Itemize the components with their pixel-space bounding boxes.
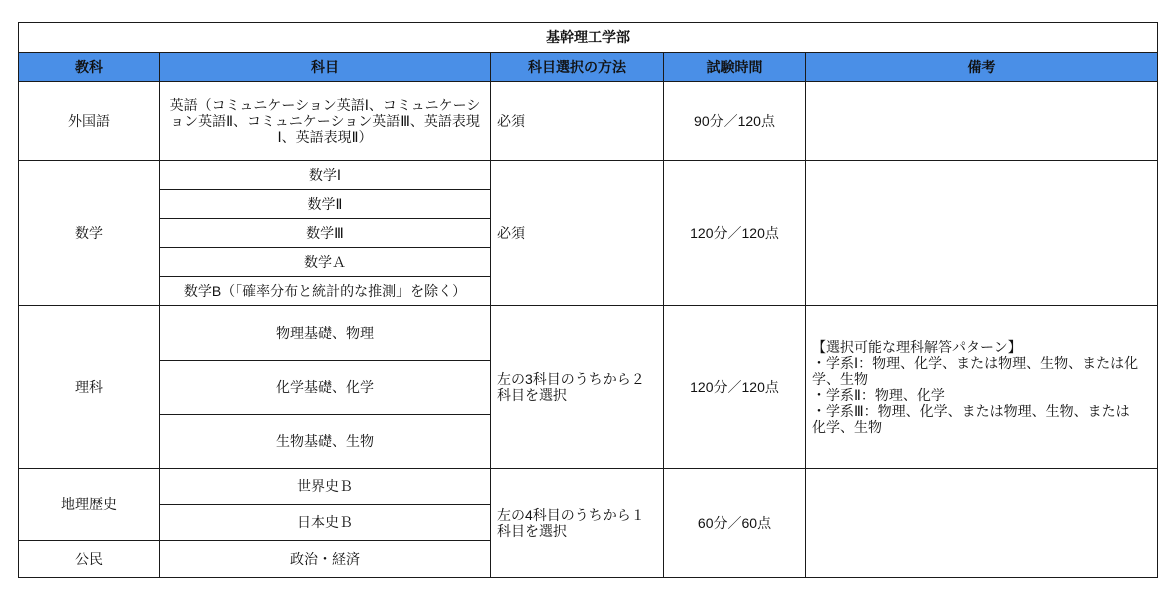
subject-politics-economics: 政治・経済 bbox=[160, 541, 490, 577]
subject-japanese-history: 日本史Ｂ bbox=[160, 505, 490, 540]
area-foreign-language: 外国語 bbox=[19, 82, 159, 160]
notes-foreign-language bbox=[806, 82, 1157, 160]
subject-chemistry: 化学基礎、化学 bbox=[160, 361, 490, 414]
time-science: 120分／120点 bbox=[664, 306, 805, 468]
area-civics: 公民 bbox=[19, 541, 159, 577]
header-subject-area: 教科 bbox=[19, 53, 159, 81]
area-science: 理科 bbox=[19, 306, 159, 468]
subject-math-2: 数学Ⅱ bbox=[160, 190, 490, 218]
notes-science-heading: 【選択可能な理科解答パターン】 bbox=[812, 338, 1022, 355]
selection-mathematics: 必須 bbox=[491, 161, 663, 305]
selection-science: 左の3科目のうちから２科目を選択 bbox=[491, 306, 663, 468]
table-title: 基幹理工学部 bbox=[19, 23, 1157, 52]
subject-math-b: 数学B（「確率分布と統計的な推測」を除く） bbox=[160, 277, 490, 305]
header-selection-method: 科目選択の方法 bbox=[491, 53, 663, 81]
time-social-studies: 60分／60点 bbox=[664, 469, 805, 577]
subject-biology: 生物基礎、生物 bbox=[160, 415, 490, 468]
selection-social-studies: 左の4科目のうちから１科目を選択 bbox=[491, 469, 663, 577]
time-mathematics: 120分／120点 bbox=[664, 161, 805, 305]
subject-math-a: 数学Ａ bbox=[160, 248, 490, 276]
notes-mathematics bbox=[806, 161, 1157, 305]
header-subject: 科目 bbox=[160, 53, 490, 81]
notes-science-item: ・学系Ⅱ：物理、化学 bbox=[812, 387, 945, 403]
exam-subjects-table bbox=[18, 22, 1158, 578]
subject-english: 英語（コミュニケーション英語Ⅰ、コミュニケーション英語Ⅱ、コミュニケーション英語Ⅲ、英語表現Ⅰ、英語表現Ⅱ） bbox=[160, 82, 490, 160]
header-notes: 備考 bbox=[806, 53, 1157, 81]
notes-science-item: ・学系Ⅲ：物理、化学、または物理、生物、または化学、生物 bbox=[812, 403, 1130, 436]
notes-social-studies bbox=[806, 469, 1157, 577]
header-exam-time: 試験時間 bbox=[664, 53, 805, 81]
notes-science bbox=[806, 306, 1157, 468]
subject-physics: 物理基礎、物理 bbox=[160, 306, 490, 360]
time-foreign-language: 90分／120点 bbox=[664, 82, 805, 160]
subject-world-history: 世界史Ｂ bbox=[160, 469, 490, 504]
selection-foreign-language: 必須 bbox=[491, 82, 663, 160]
notes-science-item: ・学系Ⅰ：物理、化学、または物理、生物、または化学、生物 bbox=[812, 354, 1139, 387]
area-geography-history: 地理歴史 bbox=[19, 469, 159, 540]
area-mathematics: 数学 bbox=[19, 161, 159, 305]
subject-math-1: 数学Ⅰ bbox=[160, 161, 490, 189]
subject-math-3: 数学Ⅲ bbox=[160, 219, 490, 247]
